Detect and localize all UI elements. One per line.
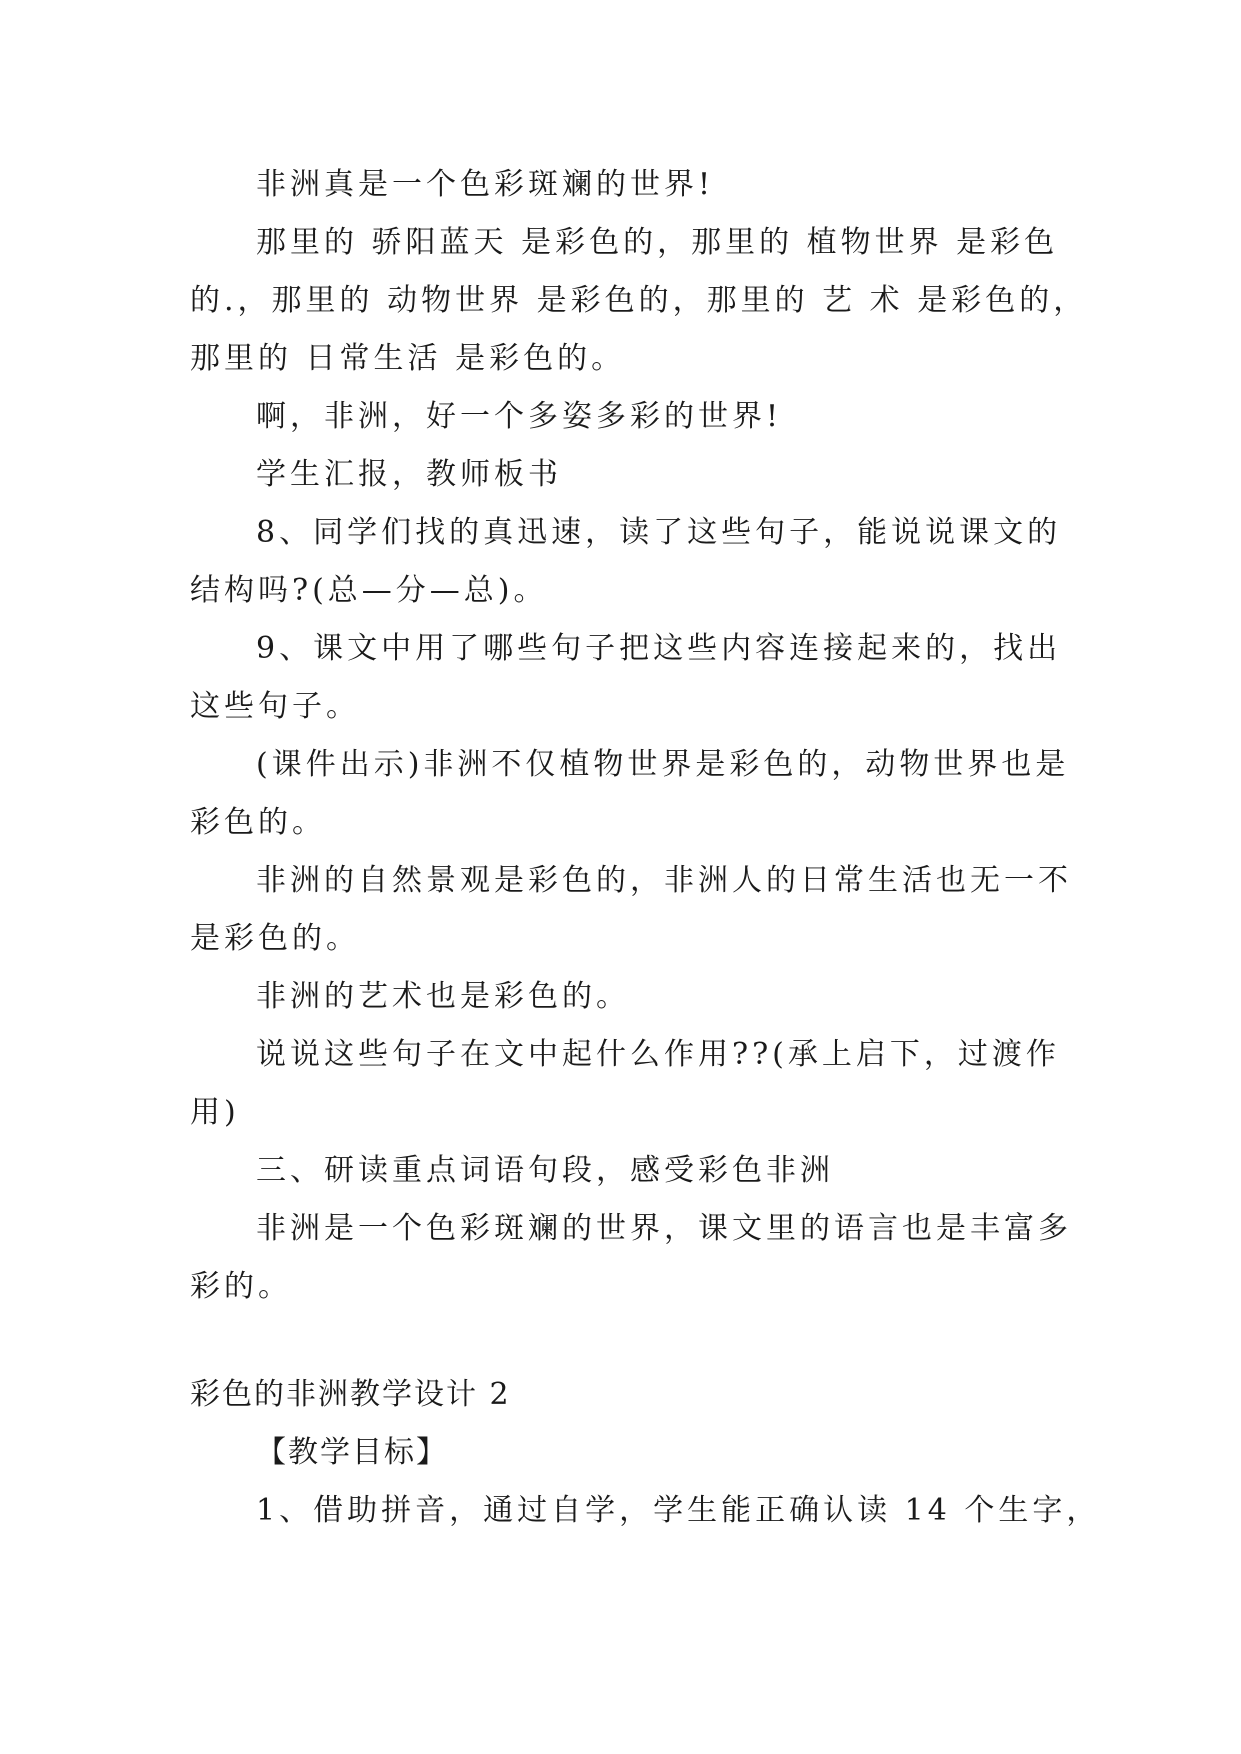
objectives-heading: 【教学目标】 xyxy=(256,1435,448,1470)
paragraph-line: 说说这些句子在文中起什么作用??(承上启下，过渡作 xyxy=(256,1037,1060,1072)
paragraph-line: 9、课文中用了哪些句子把这些内容连接起来的，找出 xyxy=(256,631,1062,666)
paragraph-line: 彩的。 xyxy=(190,1269,292,1304)
paragraph-line: 的.，那里的 动物世界 是彩色的，那里的 艺 术 是彩色的， xyxy=(190,283,1088,318)
paragraph-line: 这些句子。 xyxy=(190,689,360,724)
paragraph-line: 那里的 骄阳蓝天 是彩色的，那里的 植物世界 是彩色 xyxy=(256,225,1059,260)
paragraph-line: 非洲的艺术也是彩色的。 xyxy=(256,979,630,1014)
objective-item: 1、借助拼音，通过自学，学生能正确认读 14 个生字， xyxy=(256,1493,1101,1528)
paragraph-line: 啊，非洲，好一个多姿多彩的世界! xyxy=(256,399,783,434)
paragraph-line: 是彩色的。 xyxy=(190,921,360,956)
paragraph-line: 三、研读重点词语句段，感受彩色非洲 xyxy=(256,1153,834,1188)
paragraph-line: 8、同学们找的真迅速，读了这些句子，能说说课文的 xyxy=(256,515,1062,550)
paragraph-line: 用) xyxy=(190,1095,240,1130)
paragraph-line: 学生汇报，教师板书 xyxy=(256,457,562,492)
paragraph-line: (课件出示)非洲不仅植物世界是彩色的，动物世界也是 xyxy=(256,747,1070,782)
section-title: 彩色的非洲教学设计 2 xyxy=(190,1377,511,1412)
paragraph-line: 非洲是一个色彩斑斓的世界，课文里的语言也是丰富多 xyxy=(256,1211,1072,1246)
paragraph-line: 那里的 日常生活 是彩色的。 xyxy=(190,341,626,376)
paragraph-line: 结构吗?(总—分—总)。 xyxy=(190,573,548,608)
paragraph-line: 非洲真是一个色彩斑斓的世界! xyxy=(256,167,715,202)
paragraph-line: 非洲的自然景观是彩色的，非洲人的日常生活也无一不 xyxy=(256,863,1072,898)
paragraph-line: 彩色的。 xyxy=(190,805,326,840)
